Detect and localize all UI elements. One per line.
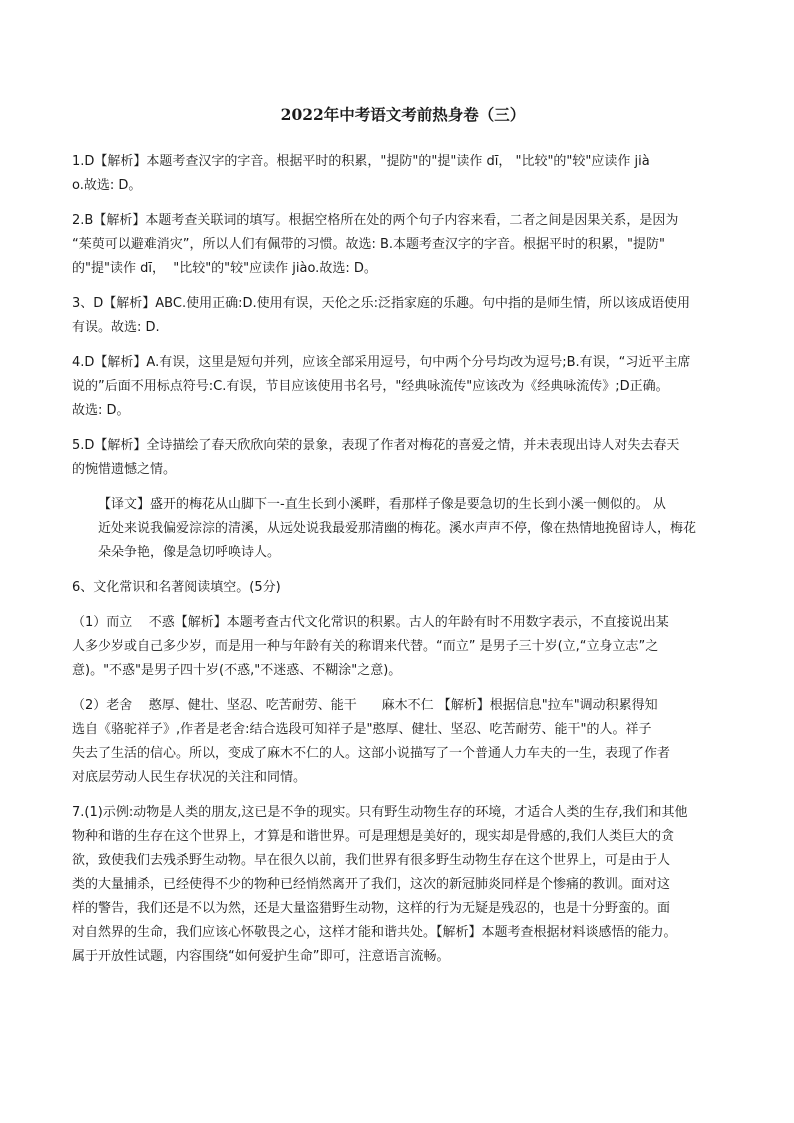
answer-paragraph [72, 434, 734, 482]
paragraph-line: 人多少岁或自己多少岁，而是用一种与年龄有关的称谓来代替。“而立” 是男子三十岁(立,“立身立志”之 [72, 639, 659, 654]
paragraph-line: 样的警告，我们还是不以为然，还是大量盗猎野生动物，这样的行为无疑是残忍的，也是十分野蛮的。面 [72, 901, 671, 916]
answer-paragraph [72, 209, 734, 281]
paragraph-line: o.故选: D。 [72, 178, 142, 193]
paragraph-line: （2）老舍 憨厚、健壮、坚忍、吃苦耐劳、能干 麻木不仁 【解析】根据信息"拉车"调动积累得知 [72, 698, 658, 713]
paragraph-line: 1.D【解析】本题考查汉字的字音。根据平时的积累，"提防"的"提"读作 dī， "比较"的"较"应读作 jià [72, 154, 650, 169]
paragraph-line: 对底层劳动人民生存状况的关注和同情。 [72, 770, 307, 785]
paragraph-line: 的惋惜遗憾之情。 [72, 462, 177, 477]
paragraph-line: （1）而立 不惑【解析】本题考查古代文化常识的积累。古人的年龄有时不用数字表示，不直接说出某 [72, 615, 669, 630]
answer-paragraph [72, 801, 734, 969]
paragraph-line: 选自《骆驼祥子》,作者是老舍:结合选段可知祥子是"憨厚、健壮、坚忍、吃苦耐劳、能干"的人。祥子 [72, 722, 652, 737]
paragraph-line: 2.B【解析】本题考查关联词的填写。根据空格所在处的两个句子内容来看，二者之间是因果关系，是因为 [72, 213, 679, 228]
paragraph-line: 朵朵争艳，像是急切呼唤诗人。 [98, 545, 281, 560]
paragraph-line: 7.(1)示例:动物是人类的朋友,这已是不争的现实。只有野生动物生存的环境，才适合人类的生存,我们和其他 [72, 805, 688, 820]
paragraph-line: 的"提"读作 dī， "比较"的"较"应读作 jiào.故选: D。 [72, 261, 377, 276]
paragraph-line: 失去了生活的信心。所以，变成了麻木不仁的人。这部小说描写了一个普通人力车夫的一生，表现了作者 [72, 746, 671, 761]
paragraph-line: 属于开放性试题，内容围绕“如何爱护生命”即可，注意语言流畅。 [72, 949, 450, 964]
paragraph-line: 有误。故选: D. [72, 320, 160, 335]
paragraph-line: 4.D【解析】A.有误，这里是短句并列，应该全部采用逗号，句中两个分号均改为逗号;B.有误，“习近平主席 [72, 355, 691, 370]
paragraph-line: 故选: D。 [72, 403, 130, 418]
answer-paragraph [72, 611, 734, 683]
paragraph-line: 欲，致使我们去残杀野生动物。早在很久以前，我们世界有很多野生动物生存在这个世界上，可是由于人 [72, 853, 671, 868]
paragraph-line: 5.D【解析】全诗描绘了春天欣欣向荣的景象，表现了作者对梅花的喜爱之情，并未表现出诗人对失去春天 [72, 438, 680, 453]
paragraph-line: “茱萸可以避难消灾”，所以人们有佩带的习惯。故选: B.本题考查汉字的字音。根据平时的积累，"提防" [72, 237, 665, 252]
paragraph-line: 说的”后面不用标点符号:C.有误，节目应该使用书名号，"经典咏流传"应该改为《经典咏流传》;D正确。 [72, 379, 669, 394]
paragraph-line: 【译文】盛开的梅花从山脚下一-直生长到小溪畔，看那样子像是要急切的生长到小溪一侧似的。 从 [98, 497, 666, 512]
document-title: 2022年中考语文考前热身卷（三） [280, 105, 526, 124]
answer-paragraph [72, 292, 734, 340]
paragraph-line: 意)。"不惑"是男子四十岁(不惑,"不迷惑、不糊涂"之意)。 [72, 663, 402, 678]
answer-paragraph [72, 493, 734, 565]
document-body [72, 150, 734, 969]
answer-paragraph [72, 150, 734, 198]
paragraph-line: 近处来说我偏爱淙淙的清溪，从远处说我最爱那清幽的梅花。溪水声声不停，像在热情地挽留诗人，梅花 [98, 521, 697, 536]
paragraph-line: 6、文化常识和名著阅读填空。(5分) [72, 580, 281, 595]
answer-paragraph [72, 694, 734, 790]
paragraph-line: 物种和谐的生存在这个世界上，才算是和谐世界。可是理想是美好的，现实却是骨感的,我们人类巨大的贪 [72, 829, 675, 844]
paragraph-line: 3、D【解析】ABC.使用正确:D.使用有误，天伦之乐:泛指家庭的乐趣。句中指的是师生情，所以该成语使用 [72, 296, 690, 311]
paragraph-line: 对自然界的生命，我们应该心怀敬畏之心，这样才能和谐共处。【解析】本题考查根据材料谈感悟的能力。 [72, 925, 677, 940]
answer-paragraph [72, 576, 734, 600]
paragraph-line: 类的大量捕杀，已经使得不少的物种已经悄然离开了我们，这次的新冠肺炎同样是个惨痛的教训。面对这 [72, 877, 671, 892]
answer-paragraph [72, 351, 734, 423]
